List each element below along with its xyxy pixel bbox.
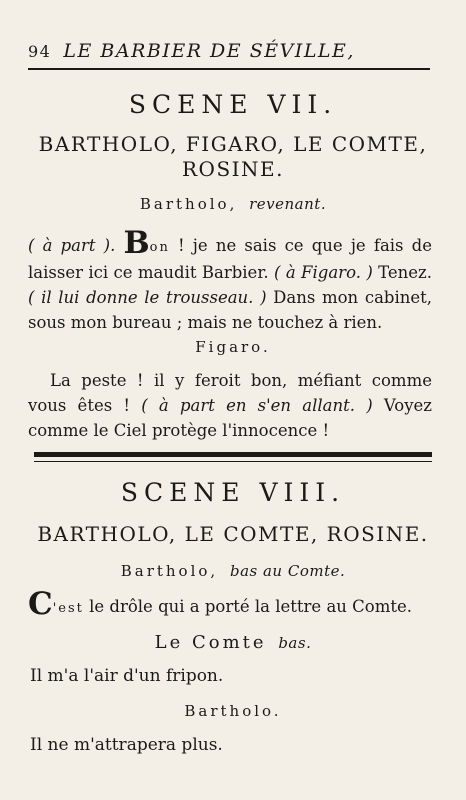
stage-direction: bas au Comte. <box>229 562 346 580</box>
scene-7-characters-line1: BARTHOLO, FIGARO, LE COMTE, <box>38 132 428 156</box>
speech-text: ! je ne sais ce que je fais de laisser ici ce maudit Barbier. <box>28 236 432 282</box>
speech-text: Tenez. <box>378 263 432 282</box>
running-header <box>28 40 430 62</box>
speech-bartholo-2 <box>28 586 432 622</box>
speaker-name: Bartholo, <box>120 562 219 580</box>
section-divider-thick <box>34 452 432 457</box>
stage-direction: ( à part en s'en allant. ) <box>141 396 373 415</box>
stage-direction: revenant. <box>249 195 327 213</box>
speaker-bartholo-2 <box>20 562 446 580</box>
speaker-le-comte <box>20 632 446 653</box>
stage-direction: bas. <box>278 634 312 652</box>
scene-7-characters <box>20 132 446 182</box>
speech-text: le drôle qui a porté la lettre au Comte. <box>89 597 412 616</box>
speech-figaro <box>28 368 432 443</box>
speech-text: Dans mon cabinet, sous mon bureau ; mais ne touchez à rien. <box>28 288 433 332</box>
drop-cap: C <box>28 586 53 622</box>
stage-direction: ( à part ). <box>28 236 116 255</box>
speech-le-comte: Il m'a l'air d'un fripon. <box>30 666 224 686</box>
speaker-name: Le Comte <box>154 632 267 653</box>
running-title: LE BARBIER DE SÉVILLE, <box>63 40 355 62</box>
stage-direction: ( il lui donne le trousseau. ) <box>28 288 267 307</box>
speaker-figaro: Figaro. <box>195 338 271 356</box>
speech-text: La peste ! il y feroit bon, méfiant comme vous êtes ! <box>28 371 432 415</box>
speaker-name: Bartholo, <box>139 195 238 213</box>
speaker-bartholo-3: Bartholo. <box>184 702 282 720</box>
speech-bartholo-1 <box>28 225 433 335</box>
drop-cap: B <box>123 225 150 261</box>
speech-text: Voyez comme le Ciel protège l'innocence ! <box>28 396 432 440</box>
scene-8-characters: BARTHOLO, LE COMTE, ROSINE. <box>37 522 429 546</box>
scene-8-title: SCENE VIII. <box>120 478 346 507</box>
page-number: 94 <box>28 42 52 61</box>
stage-direction: ( à Figaro. ) <box>274 263 373 282</box>
scene-7-characters-line2: ROSINE. <box>181 157 284 181</box>
section-divider-thin <box>34 461 432 462</box>
speaker-bartholo-1 <box>20 195 446 213</box>
drop-cap-rest: on <box>149 240 170 255</box>
header-rule <box>28 68 430 70</box>
speech-bartholo-3: Il ne m'attrapera plus. <box>30 735 223 755</box>
scene-7-title: SCENE VII. <box>128 90 338 119</box>
drop-cap-rest: 'est <box>52 601 84 616</box>
